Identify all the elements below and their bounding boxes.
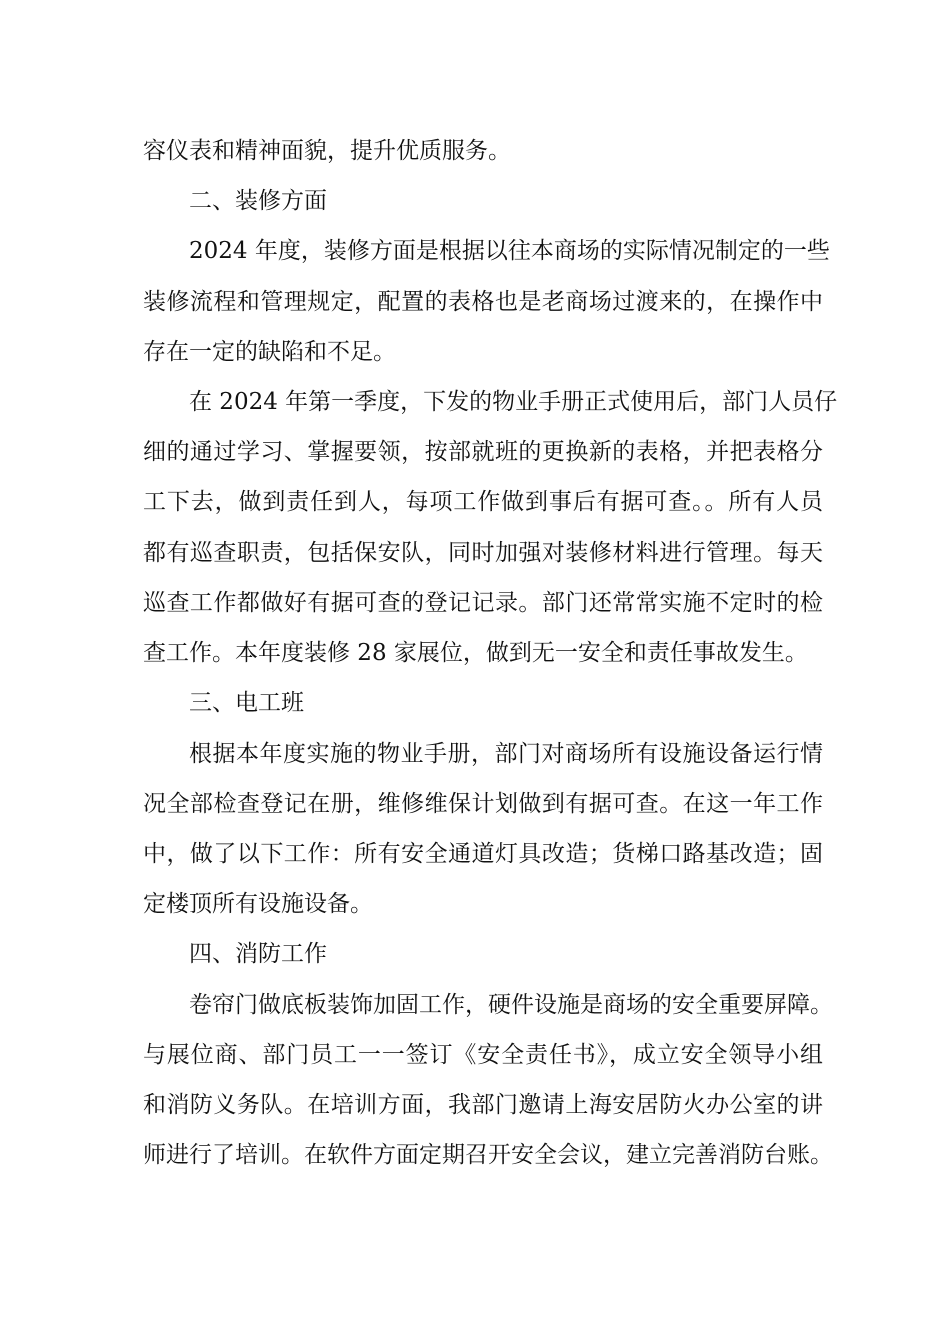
paragraph-line: 细的通过学习、掌握要领，按部就班的更换新的表格，并把表格分 [143, 439, 823, 465]
paragraph-line: 都有巡查职责，包括保安队，同时加强对装修材料进行管理。每天 [143, 540, 823, 566]
paragraph-line: 在 2024 年第一季度，下发的物业手册正式使用后，部门人员仔 [189, 389, 838, 415]
paragraph-line: 和消防义务队。在培训方面，我部门邀请上海安居防火办公室的讲 [143, 1092, 823, 1118]
paragraph-line: 师进行了培训。在软件方面定期召开安全会议，建立完善消防台账。 [143, 1142, 833, 1168]
paragraph-line: 与展位商、部门员工一一签订《安全责任书》，成立安全领导小组 [143, 1042, 823, 1068]
section-heading-electrician: 三、电工班 [189, 690, 304, 716]
paragraph-line: 况全部检查登记在册，维修维保计划做到有据可查。在这一年工作 [143, 791, 823, 817]
paragraph-line: 定楼顶所有设施设备。 [143, 891, 373, 917]
paragraph-line: 容仪表和精神面貌，提升优质服务。 [143, 138, 511, 164]
paragraph-line: 2024 年度，装修方面是根据以往本商场的实际情况制定的一些 [189, 238, 830, 264]
paragraph-line: 存在一定的缺陷和不足。 [143, 339, 396, 365]
paragraph-line: 装修流程和管理规定，配置的表格也是老商场过渡来的，在操作中 [143, 289, 823, 315]
section-heading-decoration: 二、装修方面 [189, 188, 327, 214]
paragraph-line: 中，做了以下工作：所有安全通道灯具改造；货梯口路基改造；固 [143, 841, 823, 867]
paragraph-line: 查工作。本年度装修 28 家展位，做到无一安全和责任事故发生。 [143, 640, 808, 666]
paragraph-line: 巡查工作都做好有据可查的登记记录。部门还常常实施不定时的检 [143, 590, 823, 616]
paragraph-line: 工下去，做到责任到人，每项工作做到事后有据可查。。所有人员 [143, 489, 823, 515]
paragraph-line: 卷帘门做底板装饰加固工作，硬件设施是商场的安全重要屏障。 [189, 992, 833, 1018]
paragraph-line: 根据本年度实施的物业手册，部门对商场所有设施设备运行情 [189, 741, 823, 767]
section-heading-fire: 四、消防工作 [189, 941, 327, 967]
